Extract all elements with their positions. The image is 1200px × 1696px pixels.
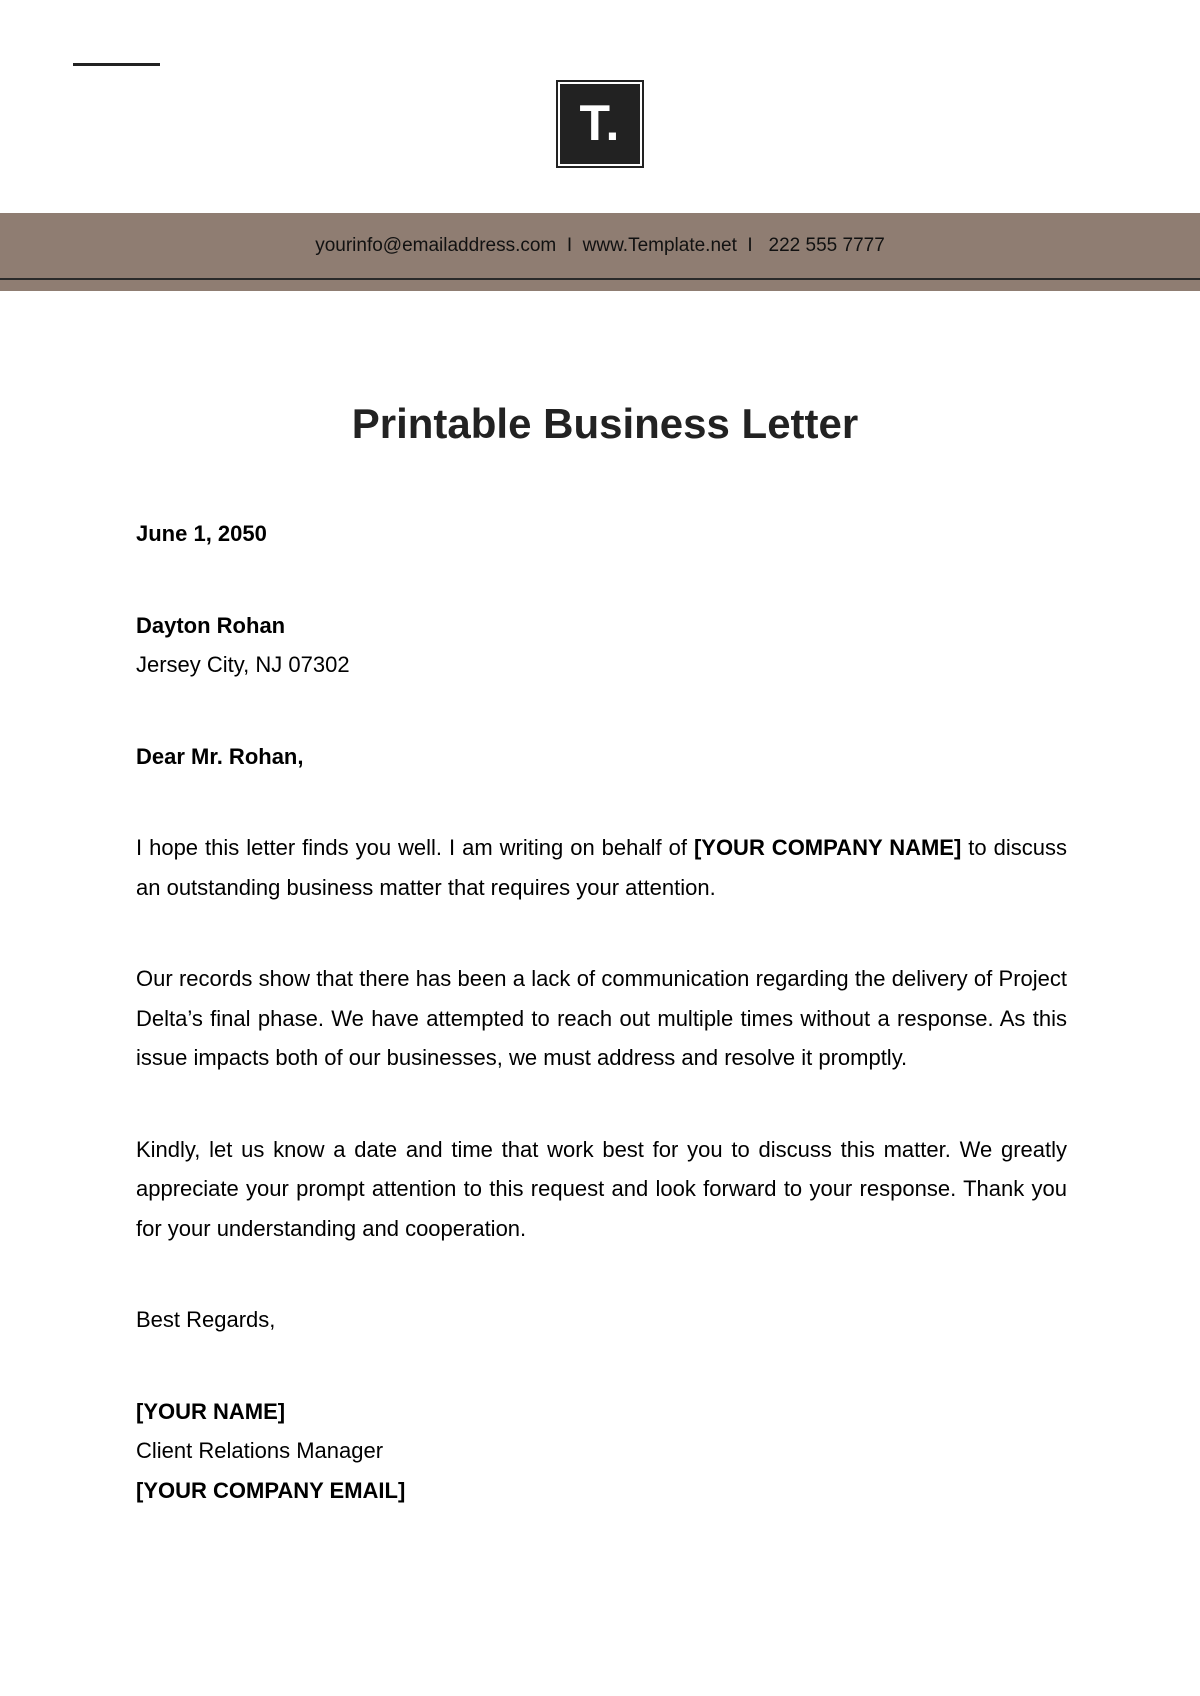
paragraph-3: Kindly, let us know a date and time that work best for you to discuss this matter. We greatly appreciate your prompt attention to this request and look forward to your response. Thank you for your understanding and cooperation. (136, 1136, 1067, 1241)
paragraph-1-text: I hope this letter finds you well. I am writing on behalf of (136, 835, 694, 860)
recipient-name: Dayton Rohan (136, 612, 286, 638)
decorative-corner-line (73, 63, 160, 66)
contact-bar-divider (0, 278, 1200, 280)
document-title: Printable Business Letter (351, 400, 859, 447)
signature-email: [YOUR COMPANY EMAIL] (136, 1477, 406, 1503)
signature-block (136, 1392, 1067, 1511)
recipient-block (136, 606, 1067, 685)
closing: Best Regards, (136, 1307, 276, 1332)
letter-date: June 1, 2050 (136, 521, 267, 546)
contact-email: yourinfo@emailaddress.com (315, 235, 557, 256)
contact-separator: I (747, 235, 753, 256)
paragraph-1-text-end: to discuss an outstanding business matter that requires your attention. (136, 835, 1067, 900)
signature-role: Client Relations Manager (136, 1438, 384, 1463)
contact-website: www.Template.net (582, 235, 737, 256)
logo-text: T. (579, 95, 621, 151)
contact-phone: 222 555 7777 (768, 235, 885, 256)
recipient-address: Jersey City, NJ 07302 (136, 652, 350, 677)
salutation: Dear Mr. Rohan, (136, 743, 304, 769)
company-name-placeholder: [YOUR COMPANY NAME] (693, 835, 962, 860)
contact-separator: I (566, 235, 573, 256)
company-logo (560, 84, 640, 164)
paragraph-1 (136, 828, 1067, 907)
contact-bar (0, 213, 1200, 291)
paragraph-2: Our records show that there has been a lack of communication regarding the delivery of Project Delta’s final phase. We have attempted to reach out multiple times without a response. As this issue impacts both of our businesses, we must address and resolve it promptly. (136, 966, 1067, 1070)
letter-body (136, 514, 1067, 1562)
contact-info (0, 235, 1200, 257)
signature-name: [YOUR NAME] (136, 1398, 286, 1424)
